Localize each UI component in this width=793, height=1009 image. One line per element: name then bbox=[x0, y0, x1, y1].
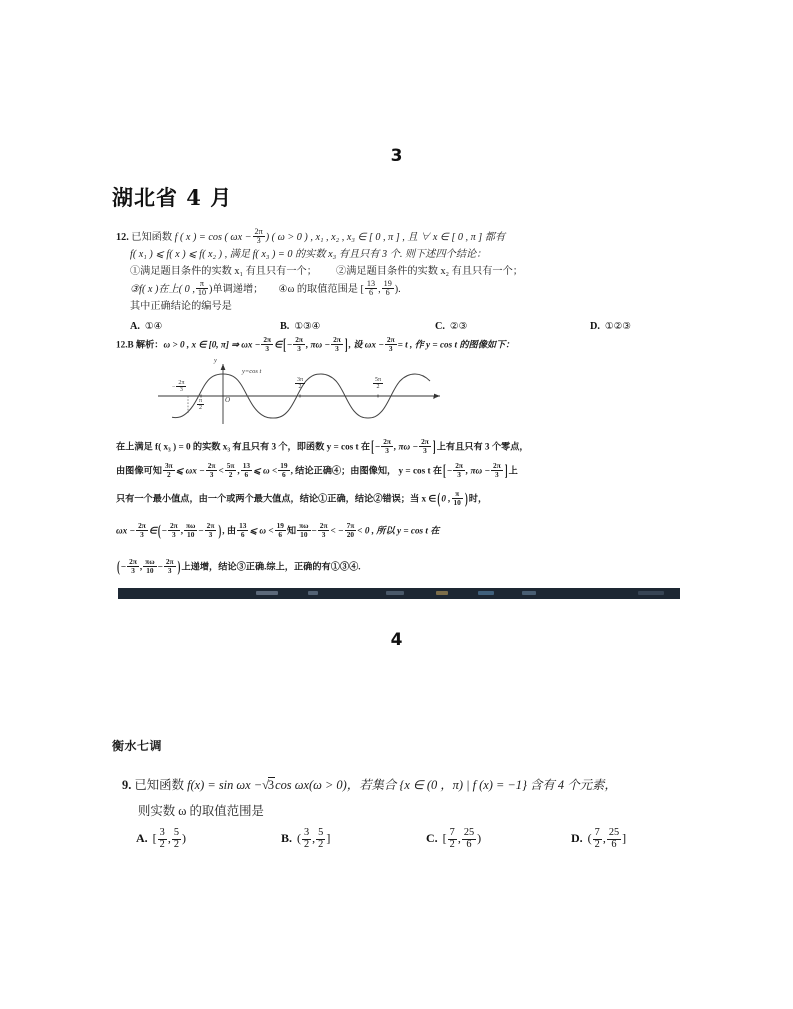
fraction-2pi-3: $\frac{2\pi}{3}$ bbox=[254, 227, 263, 246]
problem-9-line2: 则实数 ω 的取值范围是 bbox=[138, 804, 264, 818]
problem-12-number: 12. bbox=[116, 231, 129, 243]
solution-line-6: (− $\frac{2\pi}{3}$ , $\frac{\pi\omega}{10}$ − $\frac{2\pi}{3}$ )上递增，结论③正确.综上，正确的有①③④. bbox=[117, 557, 361, 576]
tick-label-5pi-2: $\frac{5\pi}{2}$ bbox=[375, 377, 382, 391]
y-axis-arrow bbox=[221, 364, 226, 370]
problem-9-line1-a: 已知函数 bbox=[134, 778, 184, 792]
problem-9-formula: f(x) = sin ωx − bbox=[187, 778, 263, 792]
curve-label: y=cos t bbox=[242, 368, 262, 375]
conclusion-2: ②满足题目条件的实数 x₂ 有且只有一个； bbox=[336, 265, 523, 277]
tick-label-neg-2pi-3: − $\frac{2\pi}{3}$ bbox=[172, 380, 185, 394]
option-d[interactable]: D. ①②③ bbox=[590, 321, 631, 332]
fraction: $\frac{2\pi}{3}$ bbox=[333, 335, 341, 353]
conclusion-3-b: )单调递增； bbox=[209, 283, 264, 295]
problem-9-statement bbox=[122, 772, 682, 824]
option-a[interactable]: A. ①④ bbox=[130, 321, 163, 332]
problem-12-conclusions-12 bbox=[116, 263, 676, 280]
problem-12-statement bbox=[116, 228, 676, 315]
fraction-13-6: $\frac{13}{6}$ bbox=[366, 278, 376, 298]
fraction-pi-10: $\frac{\pi}{10}$ bbox=[197, 278, 207, 298]
x-axis-label: t bbox=[433, 394, 435, 401]
source-heading-hengshui: 衡水七调 bbox=[112, 739, 163, 753]
cosine-graph-svg bbox=[150, 360, 450, 430]
tick-label-3pi-2: $\frac{3\pi}{2}$ bbox=[297, 377, 304, 391]
tick-label-neg-pi-2: $\frac{\pi}{2}$ bbox=[199, 398, 203, 412]
solution-line-4: 只有一个最小值点，由一个或两个最大值点，结论①正确，结论②错误；当 x ∈(0 , $\frac{\pi}{10}$ )时， bbox=[116, 489, 488, 508]
solution-line-5: ωx − $\frac{2\pi}{3}$ ∈(− $\frac{2\pi}{3}$ , $\frac{\pi\omega}{10}$ − $\frac{2\pi}{3}$ ), 由 $\frac{13}{6}$ ⩽ ω < $\frac{19}{6}$ 知 $\frac{\pi\omega}{10}$ − $\frac{2\pi}{3}$ < − $\frac{7\pi}{20}$ < 0 , 所以 y = cos t 在 bbox=[116, 521, 440, 540]
option-b[interactable]: B. ①③④ bbox=[280, 321, 321, 332]
solution-lead: 解析： bbox=[135, 339, 164, 350]
solution-answer-tag: 12.B bbox=[116, 339, 134, 350]
solution-line-1: 12.B 解析：ω > 0 , x ∈ [0, π] ⇒ ωx − $\frac{2\pi}{3}$ ∈[− $\frac{2\pi}{3}$ , πω − $\frac{2\pi}{3}$ ], 设 ωx − $\frac{2\pi}{3}$ = t , 作 y = cos t 的图像如下： bbox=[116, 335, 515, 354]
problem-12-prompt: 其中正确结论的编号是 bbox=[130, 300, 232, 312]
option-d[interactable]: D. ( $\frac{7}{2}$ , $\frac{25}{6}$ ] bbox=[571, 827, 627, 850]
fraction: $\frac{2\pi}{3}$ bbox=[386, 335, 395, 353]
fraction: $\frac{2\pi}{3}$ bbox=[263, 335, 272, 353]
option-a[interactable]: A. [ $\frac{3}{2}$ , $\frac{5}{2}$ ) bbox=[136, 827, 186, 850]
source-heading-hubei: 湖北省 4 月 bbox=[112, 185, 233, 210]
fraction-19-6: $\frac{19}{6}$ bbox=[383, 278, 392, 298]
problem-12-line1-a: 已知函数 bbox=[131, 231, 173, 243]
conclusion-3-a: ③f( x )在上( 0 , bbox=[130, 283, 195, 295]
origin-label: O bbox=[225, 396, 231, 404]
problem-9-options bbox=[136, 828, 701, 850]
solution-line-3: 由图像可知 $\frac{3\pi}{2}$ ⩽ ωx − $\frac{2\pi}{3}$ < $\frac{5\pi}{2}$ , $\frac{13}{6}$ ⩽ ω < $\frac{19}{6}$ , 结论正确④；由图像知， y = cos t 在[− $\frac{2\pi}{3}$ , πω − $\frac{2\pi}{3}$ ]上 bbox=[116, 461, 518, 480]
y-axis-label: y bbox=[214, 357, 217, 364]
conclusion-4-a: ④ω 的取值范围是 [ bbox=[278, 283, 364, 295]
problem-12-conclusions-34: ③f( x )在上( 0 , $\frac{\pi}{10}$ )单调递增； ④ω 的取值范围是 [ $\frac{13}{6}$ , $\frac{19}{6}$ ). bbox=[130, 278, 401, 298]
cropped-player-toolbar bbox=[118, 588, 680, 599]
problem-12-line2: f( x₁ ) ⩽ f( x ) ⩽ f( x₂ ) , 满足 f( x₃ ) = 0 的实数 x₃ 有且只有 3 个. 则下述四个结论： bbox=[130, 248, 487, 260]
sqrt-3: √3 bbox=[262, 778, 275, 792]
problem-9-number: 9. bbox=[122, 778, 132, 792]
problem-12-line1-b: ) ( ω > 0 ) , x₁ , x₂ , x₃ ∈ [ 0 , π ] , 且 ∀ x ∈ [ 0 , π ] 都有 bbox=[265, 231, 506, 243]
option-c[interactable]: C. [ $\frac{7}{2}$ , $\frac{25}{6}$ ) bbox=[426, 827, 482, 850]
option-b[interactable]: B. ( $\frac{3}{2}$ , $\frac{5}{2}$ ] bbox=[281, 827, 331, 850]
problem-12-options bbox=[130, 318, 695, 335]
solution-line-2: 在上满足 f( x₃ ) = 0 的实数 x₃ 有且只有 3 个，即函数 y = cos t 在[− $\frac{2\pi}{3}$ , πω − $\frac{2\pi}{3}$ ]上有且只有 3 个零点， bbox=[116, 437, 529, 456]
conclusion-1: ①满足题目条件的实数 x₁ 有且只有一个； bbox=[130, 265, 317, 277]
option-c[interactable]: C. ②③ bbox=[435, 321, 468, 332]
section-number-4: 4 bbox=[390, 630, 403, 650]
section-number-3: 3 bbox=[390, 146, 403, 166]
cosine-graph-figure bbox=[150, 357, 450, 430]
fraction: $\frac{2\pi}{3}$ bbox=[295, 335, 303, 353]
problem-9-line1-c: cos ωx(ω > 0)，若集合 {x ∈ (0 ，π) | f (x) = −1} 含有 4 个元素， bbox=[275, 778, 617, 792]
conclusion-4-b: ). bbox=[394, 283, 401, 295]
problem-12-line1-formula: f ( x ) = cos ( ωx − bbox=[174, 231, 252, 243]
